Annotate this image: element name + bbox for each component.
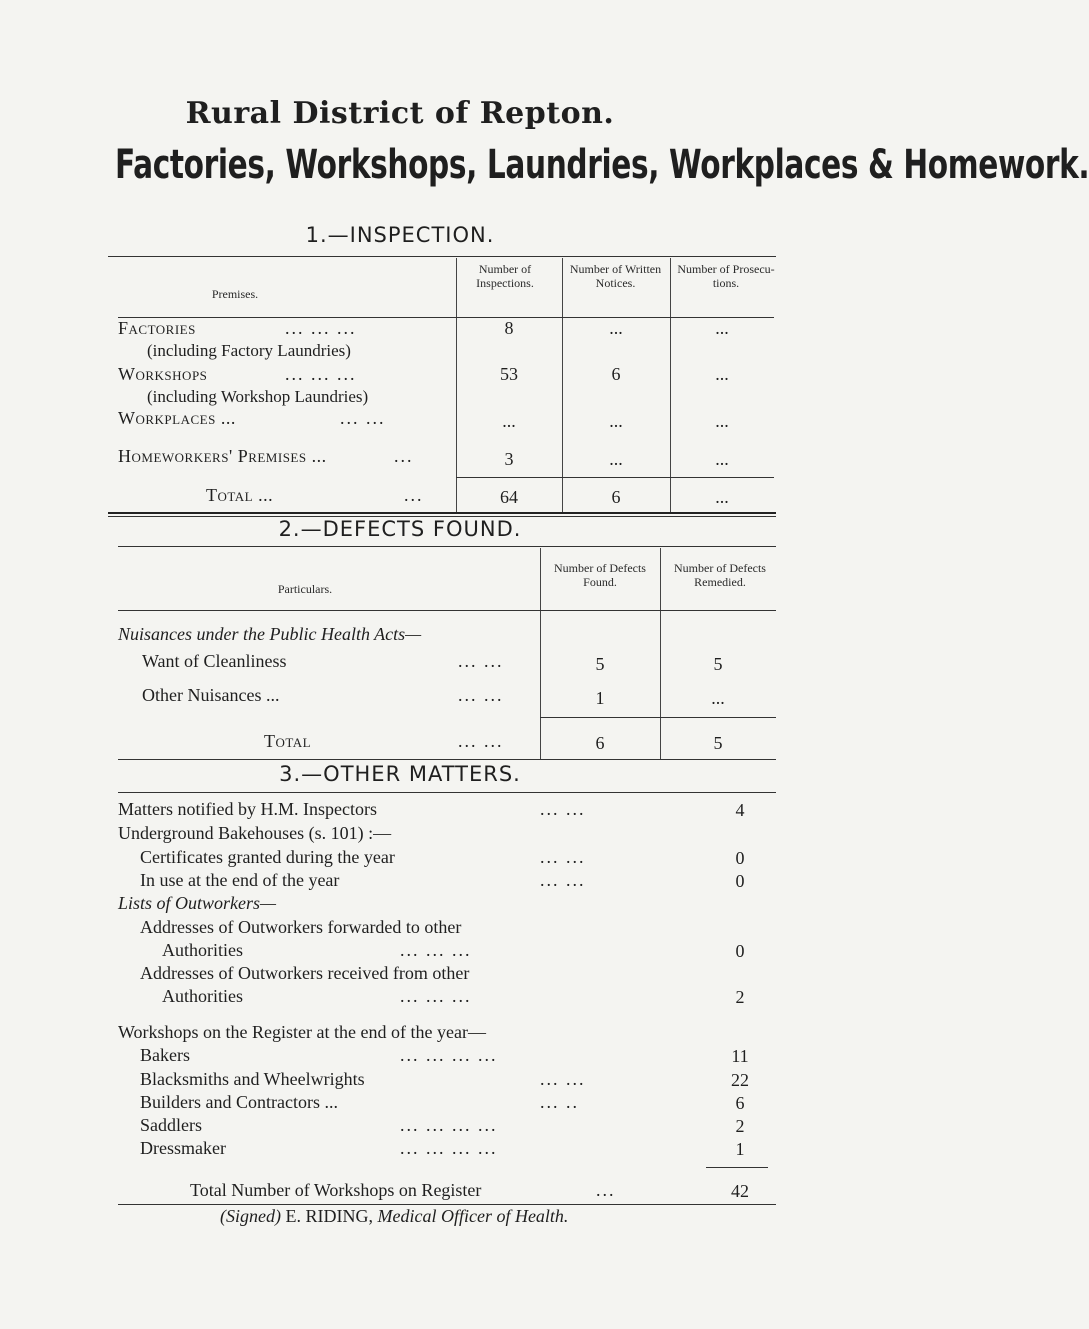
row-dots: ... (394, 446, 414, 466)
row-label: Homeworkers' Premises ... (118, 446, 327, 466)
other-heading: 3.—OTHER MATTERS. (279, 762, 521, 786)
rule (118, 546, 776, 547)
column-divider (456, 258, 457, 512)
rule (118, 610, 776, 611)
row-dots: ... ... (540, 799, 586, 819)
cell-remedied: ... (711, 688, 725, 708)
total-label: Total ... (206, 485, 274, 505)
row-dots: ... ... (458, 651, 504, 671)
row-dots: ... ... (540, 847, 586, 867)
row-dots: ... ... ... ... (400, 1045, 498, 1065)
cell-inspections: ... (502, 411, 516, 431)
cell-notices: 6 (611, 364, 621, 384)
workshop-value: 2 (735, 1116, 745, 1136)
total-prosecutions: ... (715, 487, 729, 507)
cell-inspections: 8 (504, 318, 514, 338)
row-dots: ... ... ... (285, 364, 357, 384)
row-dots: ... ... (540, 1069, 586, 1089)
defects-heading: 2.—DEFECTS FOUND. (278, 517, 522, 541)
workshop-trade: Saddlers (140, 1115, 202, 1135)
signed-label: (Signed) (220, 1206, 281, 1226)
workshop-value: 6 (735, 1093, 745, 1113)
rule (118, 759, 776, 760)
total-remedied: 5 (713, 733, 723, 753)
other-subheading: Lists of Outworkers— (118, 893, 277, 913)
total-found: 6 (595, 733, 605, 753)
workshop-value: 1 (735, 1139, 745, 1159)
other-line: Addresses of Outworkers received from other (140, 963, 470, 983)
district-title: Rural District of Repton. (185, 96, 615, 131)
row-dots: ... ... ... (400, 986, 472, 1006)
cell-prosecutions: ... (715, 411, 729, 431)
workshops-intro: Workshops on the Register at the end of the year— (118, 1022, 486, 1042)
workshop-trade: Builders and Contractors ... (140, 1092, 338, 1112)
total-notices: 6 (611, 487, 621, 507)
cell-prosecutions: ... (715, 449, 729, 469)
other-line: Certificates granted during the year (140, 847, 395, 867)
col-remedied-header: Number of Defects Remedied. (674, 561, 766, 589)
cell-prosecutions: ... (715, 364, 729, 384)
other-value: 0 (735, 871, 745, 891)
cell-found: 1 (595, 688, 605, 708)
other-line: In use at the end of the year (140, 870, 340, 890)
other-value: 2 (735, 987, 745, 1007)
inspection-heading: 1.—INSPECTION. (305, 223, 495, 247)
row-sublabel: (including Workshop Laundries) (147, 387, 369, 406)
rule (108, 256, 776, 257)
row-dots: ... ... ... (285, 318, 357, 338)
workshop-trade: Blacksmiths and Wheelwrights (140, 1069, 365, 1089)
rule (118, 792, 776, 793)
workshops-total-label: Total Number of Workshops on Register (190, 1180, 482, 1200)
signature (220, 1206, 568, 1227)
cell-inspections: 3 (504, 449, 514, 469)
row-label: Workplaces ... (118, 408, 236, 428)
workshops-total-value: 42 (731, 1181, 749, 1201)
other-value: 0 (735, 848, 745, 868)
total-label: Total (264, 731, 312, 751)
rule (108, 512, 776, 514)
row-label: Factories (118, 318, 196, 338)
column-divider (670, 258, 671, 512)
other-value: 0 (735, 941, 745, 961)
cell-notices: ... (609, 411, 623, 431)
row-dots: ... ... (540, 870, 586, 890)
cell-notices: ... (609, 449, 623, 469)
row-label: Workshops (118, 364, 208, 384)
cell-remedied: 5 (713, 654, 723, 674)
col-particulars-header: Particulars. (277, 582, 333, 596)
row-dots: ... ... (340, 408, 386, 428)
row-dots: ... (404, 485, 424, 505)
row-label: Other Nuisances ... (142, 685, 280, 705)
other-line: Underground Bakehouses (s. 101) :— (118, 823, 392, 843)
signatory-role: Medical Officer of Health. (377, 1206, 569, 1226)
main-title: Factories, Workshops, Laundries, Workplaces & Homework. (115, 142, 1089, 188)
group-label: Nuisances under the Public Health Acts— (118, 624, 422, 644)
cell-inspections: 53 (500, 364, 518, 384)
other-line: Authorities (162, 940, 243, 960)
workshop-value: 11 (731, 1046, 749, 1066)
cell-found: 5 (595, 654, 605, 674)
row-dots: ... ... ... ... (400, 1115, 498, 1135)
other-line: Authorities (162, 986, 243, 1006)
workshop-trade: Dressmaker (140, 1138, 226, 1158)
col-premises-header: Premises. (211, 287, 259, 301)
column-divider (562, 258, 563, 512)
row-dots: ... ... ... ... (400, 1138, 498, 1158)
col-prosecutions-header: Number of Prosecu- tions. (677, 262, 775, 290)
rule (118, 1204, 776, 1205)
rule (540, 717, 776, 718)
row-label: Want of Cleanliness (142, 651, 287, 671)
other-value: 4 (735, 800, 745, 820)
row-dots: ... ... ... (400, 940, 472, 960)
col-inspections-header: Number of Inspections. (476, 262, 534, 290)
cell-prosecutions: ... (715, 318, 729, 338)
row-dots: ... ... (458, 685, 504, 705)
other-line: Matters notified by H.M. Inspectors (118, 799, 377, 819)
total-inspections: 64 (500, 487, 518, 507)
cell-notices: ... (609, 318, 623, 338)
row-dots: ... (596, 1180, 616, 1200)
col-found-header: Number of Defects Found. (554, 561, 646, 589)
rule (706, 1167, 768, 1168)
row-sublabel: (including Factory Laundries) (147, 341, 351, 360)
col-notices-header: Number of Written Notices. (569, 262, 662, 290)
workshop-trade: Bakers (140, 1045, 190, 1065)
other-line: Addresses of Outworkers forwarded to other (140, 917, 462, 937)
row-dots: ... .. (540, 1092, 579, 1112)
workshop-value: 22 (731, 1070, 749, 1090)
rule (456, 477, 774, 478)
row-dots: ... ... (458, 731, 504, 751)
signatory-name: E. RIDING, (285, 1206, 373, 1226)
